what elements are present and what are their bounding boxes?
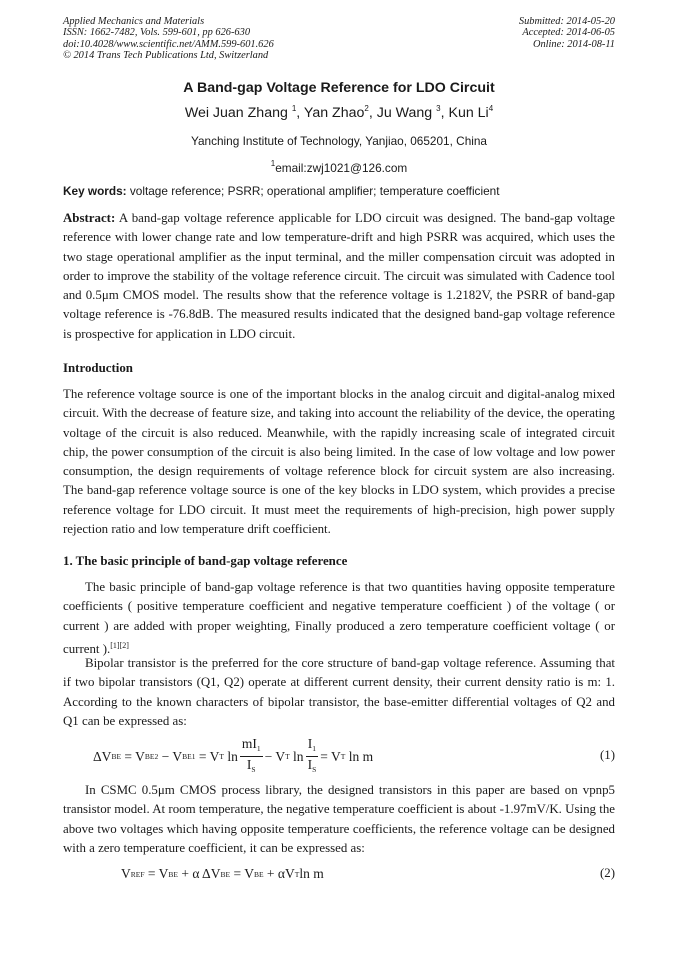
author-list: Wei Juan Zhang $^1$, Yan Zhao$^2$, Ju Wang $^3$, Kun Li$^4$ xyxy=(184,104,494,121)
author-name: Ju Wang xyxy=(376,105,437,121)
email-line xyxy=(0,159,678,175)
abstract xyxy=(63,209,615,344)
online-date: Online: 2014-08-11 xyxy=(532,38,615,50)
equation-1 xyxy=(63,736,615,776)
copyright-line: © 2014 Trans Tech Publications Ltd, Switzerland xyxy=(63,49,269,61)
email-sup: 1 xyxy=(270,159,276,168)
abstract-text: A band-gap voltage reference applicable for LDO circuit was designed. The band-gap voltage reference with lower change rate and low temperature-drift and high PSRR was acquired, which uses the two stage operational amplifier as the input terminal, and the miller compensation circuit was adopted in order to improve the stability of the voltage reference circuit. The circuit was simulated with Cadence tool and 0.5μm CMOS model. The results show that the reference voltage is 1.2182V, the PSRR of band-gap voltage reference is -76.8dB. The measured results indicated that the designed band-gap voltage reference is prospective for application in LDO circuit. xyxy=(63,211,615,341)
journal-name: Applied Mechanics and Materials xyxy=(63,16,205,27)
equation-number: (1) xyxy=(599,748,615,762)
fraction: $\frac{I_1}{I_S}$ xyxy=(307,736,317,774)
author-name: Yan Zhao xyxy=(303,105,365,121)
author-affil-sup: 3 xyxy=(436,104,441,113)
equation-1-body: ΔV BE = V BE2 − V BE1 = V T ln $\frac{mI_1}{I_S}$ − V T ln $\frac{I_1}{I_S}$ = V T ln m xyxy=(93,736,373,777)
author-name: Kun Li xyxy=(448,105,489,121)
affiliation: Yanching Institute of Technology, Yanjiao, 065201, China xyxy=(190,134,487,148)
introduction-text: The reference voltage source is one of the important blocks in the analog circuit and digital-analog mixed circuit. With the decrease of feature size, and taking into account the reliability of the device, the operating voltage of the circuit is also reduced. Meanwhile, with the rapidly increasing scale of integrated circuit chip, the power consumption of the circuit is also being limited. In the case of low voltage and low power consumption, the design requirements of voltage reference block for circuit system are also increasing. The band-gap reference voltage source is one of the key blocks in LDO system, which provides a precise reference voltage for LDO circuit. It must meet the requirements of high-precision, high power supply rejection ratio and low temperature drift coefficient. xyxy=(63,387,615,537)
journal-dates-right xyxy=(519,16,615,50)
journal-info-left xyxy=(63,16,274,61)
section1-paragraph-3: In CSMC 0.5μm CMOS process library, the designed transistors in this paper are based on vpnp5 transistor model. At room temperature, the negative temperature coefficient is about -1.97mV/K. Using the above two voltages which having opposite temperature coefficients, the reference voltage can be designed with a zero temperature coefficient, it can be expressed as: xyxy=(63,783,615,855)
author-name: Wei Juan Zhang xyxy=(184,105,292,121)
accepted-date: Accepted: 2014-06-05 xyxy=(522,27,615,39)
author-affil-sup: 4 xyxy=(488,104,494,113)
author-affil-sup: 2 xyxy=(364,104,369,113)
email-link[interactable]: email:zwj1021@126.com xyxy=(275,161,408,175)
author-affil-sup: 1 xyxy=(291,104,297,113)
section1-heading: 1. The basic principle of band-gap voltage reference xyxy=(63,554,348,568)
equation-2 xyxy=(63,866,615,906)
keywords xyxy=(63,184,615,198)
citation: [1][2] xyxy=(110,640,129,650)
submitted-date: Submitted: 2014-05-20 xyxy=(518,16,615,27)
doi-line: doi:10.4028/www.scientific.net/AMM.599-601.626 xyxy=(63,38,274,50)
introduction-heading: Introduction xyxy=(63,361,133,375)
abstract-label: Abstract: xyxy=(63,211,116,225)
equation-2-body: V REF = V BE + α ΔV BE = V BE + αV T ln m xyxy=(121,866,324,881)
equation-number: (2) xyxy=(599,866,615,880)
section1-paragraph-1 xyxy=(63,578,615,659)
fraction: $\frac{mI_1}{I_S}$ xyxy=(241,736,261,774)
issn-line: ISSN: 1662-7482, Vols. 599-601, pp 626-630 xyxy=(63,27,251,39)
keywords-label: Key words: xyxy=(63,184,127,198)
paper-title: A Band-gap Voltage Reference for LDO Circuit xyxy=(183,80,495,96)
keywords-text: voltage reference; PSRR; operational amplifier; temperature coefficient xyxy=(126,184,500,198)
section1-p1-text: The basic principle of band-gap voltage reference is that two quantities having opposite temperature coefficients ( positive temperature coefficient and negative temperature coefficient ) of the voltage ( or current ) are added with proper weighting, Finally produced a zero temperature coefficient voltage ( or current ). xyxy=(63,580,615,656)
section1-paragraph-2: Bipolar transistor is the preferred for the core structure of band-gap voltage reference. Assuming that if two bipolar transistors (Q1, Q2) operate at different current density, their current density ratio is m: 1. According to the known characters of bipolar transistor, the base-emitter differential voltages of Q2 and Q1 can be expressed as: xyxy=(63,656,615,728)
